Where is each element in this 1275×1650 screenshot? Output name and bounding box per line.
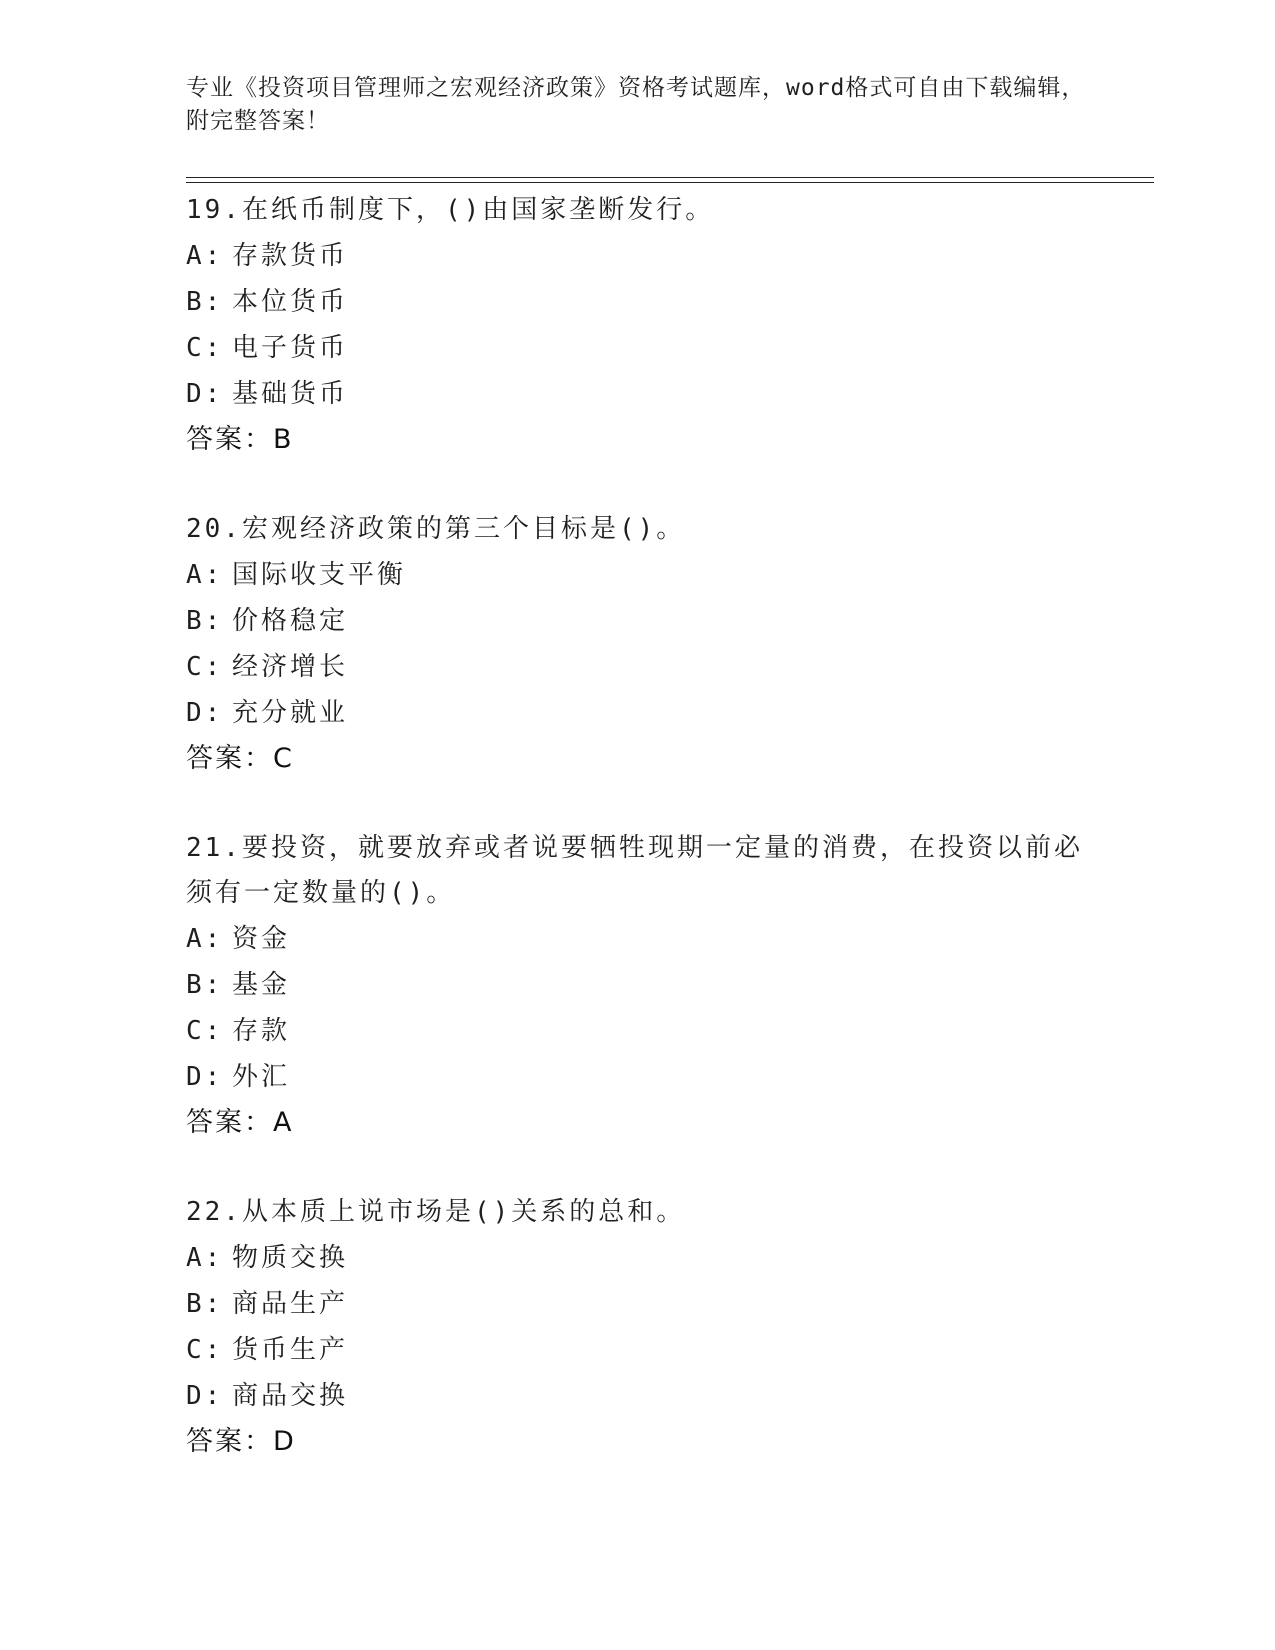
option-d [186,1054,1086,1100]
option-b [186,598,1086,644]
option-text: 价格稳定 [232,606,349,636]
question-list [186,188,1086,1509]
option-text: 货币生产 [232,1335,349,1365]
option-text: 电子货币 [232,333,349,363]
option-text: 资金 [232,924,291,954]
option-c [186,1327,1086,1373]
option-a [186,916,1086,962]
option-d [186,690,1086,736]
option-key: D: [186,1381,224,1411]
answer-line: 答案：D [186,1426,296,1457]
answer-line: 答案：A [186,1107,294,1138]
option-text: 国际收支平衡 [232,560,407,590]
option-c [186,1008,1086,1054]
question-20 [186,507,1086,782]
option-text: 商品交换 [232,1381,349,1411]
answer-line: 答案：C [186,743,294,774]
question-22 [186,1190,1086,1465]
document-header: 专业《投资项目管理师之宏观经济政策》资格考试题库，word格式可自由下载编辑，附完整答案！ [186,75,1086,134]
option-key: A: [186,924,224,954]
option-text: 商品生产 [232,1289,349,1319]
option-key: C: [186,1335,224,1365]
option-key: A: [186,241,224,271]
question-21 [186,826,1086,1146]
option-text: 基础货币 [232,379,349,409]
option-text: 本位货币 [232,287,349,317]
option-key: C: [186,333,224,363]
option-key: B: [186,287,224,317]
question-stem: 19.在纸币制度下，()由国家垄断发行。 [186,195,715,225]
option-key: B: [186,1289,224,1319]
question-stem: 22.从本质上说市场是()关系的总和。 [186,1197,686,1227]
option-text: 充分就业 [232,698,349,728]
option-text: 外汇 [232,1062,291,1092]
option-d [186,1373,1086,1419]
option-key: C: [186,652,224,682]
option-a [186,1235,1086,1281]
question-stem: 21.要投资，就要放弃或者说要牺牲现期一定量的消费，在投资以前必须有一定数量的()。 [186,833,1083,908]
option-key: D: [186,379,224,409]
option-d [186,371,1086,417]
option-key: D: [186,1062,224,1092]
option-b [186,962,1086,1008]
option-c [186,325,1086,371]
option-key: B: [186,606,224,636]
option-text: 经济增长 [232,652,349,682]
question-19 [186,188,1086,463]
header-divider-top [186,177,1154,178]
option-key: A: [186,560,224,590]
option-key: C: [186,1016,224,1046]
option-key: A: [186,1243,224,1273]
option-a [186,552,1086,598]
option-b [186,1281,1086,1327]
option-text: 物质交换 [232,1243,349,1273]
option-c [186,644,1086,690]
option-b [186,279,1086,325]
answer-line: 答案：B [186,424,294,455]
option-a [186,233,1086,279]
option-key: B: [186,970,224,1000]
option-text: 存款 [232,1016,291,1046]
question-stem: 20.宏观经济政策的第三个目标是()。 [186,514,686,544]
option-text: 基金 [232,970,291,1000]
header-divider-bottom [186,182,1154,183]
option-text: 存款货币 [232,241,349,271]
option-key: D: [186,698,224,728]
